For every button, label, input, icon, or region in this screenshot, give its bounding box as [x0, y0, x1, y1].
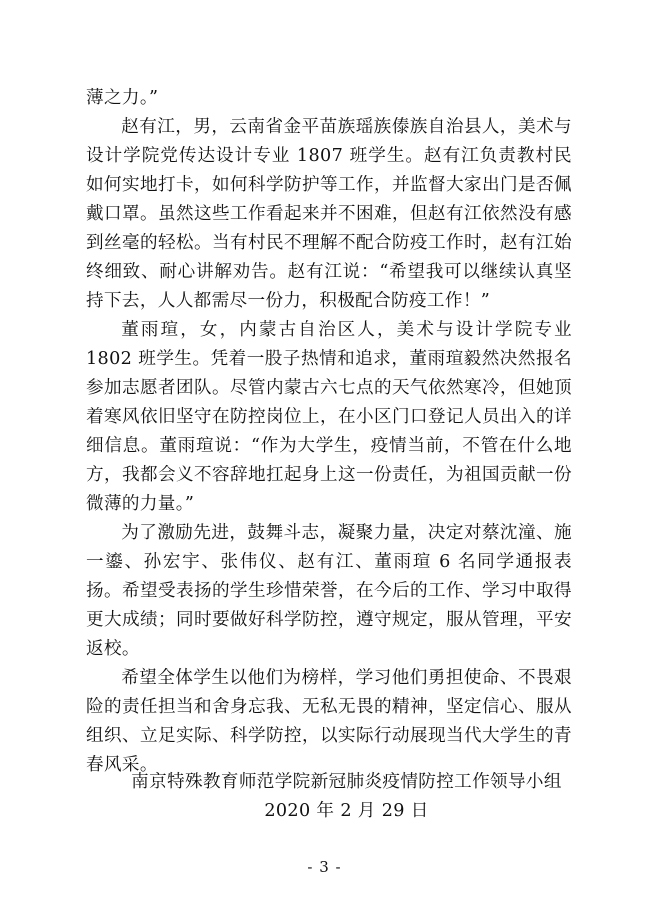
signature-date: 2020 年 2 月 29 日	[264, 801, 429, 821]
document-body	[86, 84, 572, 780]
paragraph-closing: 希望全体学生以他们为榜样，学习他们勇担使命、不畏艰险的责任担当和舍身忘我、无私无畏的精神，坚定信心、服从组织、立足实际、科学防控，以实际行动展现当代大学生的青春风采。	[86, 668, 572, 775]
paragraph-dong-yuxuan: 董雨瑄，女，内蒙古自治区人，美术与设计学院专业 1802 班学生。凭着一股子热情和追求，董雨瑄毅然决然报名参加志愿者团队。尽管内蒙古六七点的天气依然寒冷，但她顶着寒风依旧坚守在防控岗位上，在小区门口登记人员出入的详细信息。董雨瑄说：“作为大学生，疫情当前，不管在什么地方，我都会义不容辞地扛起身上这一份责任，为祖国贡献一份微薄的力量。”	[86, 320, 572, 514]
signature-organization: 南京特殊教育师范学院新冠肺炎疫情防控工作领导小组	[131, 772, 562, 792]
page-number: - 3 -	[307, 858, 342, 876]
paragraph-commendation: 为了激励先进，鼓舞斗志，凝聚力量，决定对蔡沈潼、施一鎏、孙宏宇、张伟仪、赵有江、董雨瑄 6 名同学通报表扬。希望受表扬的学生珍惜荣誉，在今后的工作、学习中取得更大成绩；同时要做好科学防控，遵守规定，服从管理，平安返校。	[86, 523, 572, 659]
paragraph-continuation: 薄之力。”	[86, 88, 159, 108]
paragraph-zhao-youjiang: 赵有江，男，云南省金平苗族瑶族傣族自治县人，美术与设计学院党传达设计专业 1807 班学生。赵有江负责教村民如何实地打卡，如何科学防护等工作，并监督大家出门是否佩戴口罩。虽然这些工作看起来并不困难，但赵有江依然没有感到丝毫的轻松。当有村民不理解不配合防疫工作时，赵有江始终细致、耐心讲解劝告。赵有江说：“希望我可以继续认真坚持下去，人人都需尽一份力，积极配合防疫工作！”	[86, 117, 572, 311]
